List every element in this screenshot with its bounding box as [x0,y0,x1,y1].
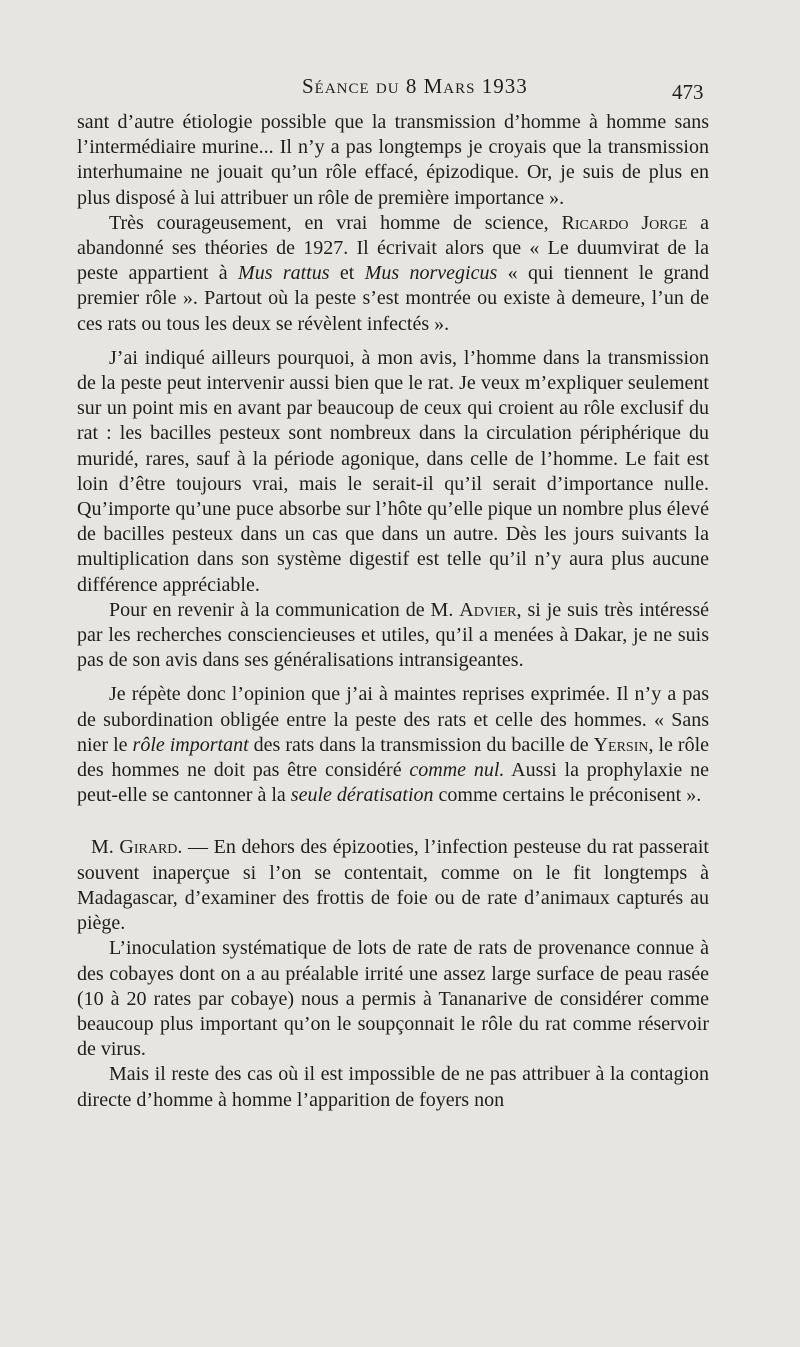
paragraph-4 [77,598,709,674]
running-head-title: Séance du 8 Mars 1933 [302,74,528,98]
emphasis: comme nul. [409,759,505,782]
author-name-advier: Advier [459,598,517,621]
body-text [77,110,709,1113]
author-name-yersin: Yersin [593,733,649,756]
text-run: Mais il reste des cas où il est impossible de ne pas attribuer à la contagion directe d’homme à homme l’apparition de foyers non [77,1063,709,1111]
text-run: M. [91,836,120,859]
author-name-ricardo-jorge: Ricardo Jorge [561,211,688,234]
paragraph-7 [77,936,709,1062]
species-name: Mus norvegicus [364,262,498,285]
paragraph-2 [77,211,709,337]
text-run: , si je suis très intéressé par les recherches consciencieuses et utiles, qu’il a menées à Dakar, je ne suis pas de son avis dans ses généralisations intransigeantes. [77,598,709,672]
paragraph-5 [77,682,709,808]
text-run: comme certains le préconisent ». [433,784,702,807]
emphasis: rôle important [132,733,249,756]
text-run: Aussi la prophylaxie ne peut-elle se cantonner à la [77,759,709,807]
text-run: « qui tiennent le grand premier rôle ». Partout où la peste s’est montrée ou existe à demeure, l’un de ces rats ou tous les deux se révèlent infectés ». [77,262,710,335]
text-run: . — En dehors des épizooties, l’infection pesteuse du rat passerait souvent inaperçue si l’on se contentait, comme on le fit longtemps à Madagascar, d’examiner des frottis de foie ou de rate d’animaux capturés au piège. [77,836,709,935]
text-run: Très courageusement, en vrai homme de science, [109,211,562,234]
running-head [0,68,800,104]
text-run: a abandonné ses théories de 1927. Il écrivait alors que « Le duumvirat de la peste appartient à [77,211,709,285]
page-number: 473 [672,80,704,104]
text-run: J’ai indiqué ailleurs pourquoi, à mon avis, l’homme dans la transmission de la peste peut intervenir aussi bien que le rat. Je veux m’expliquer seulement sur un point mis en avant par beaucoup de ceux qui croient au rôle exclusif du rat : les bacilles pesteux sont nombreux dans la circulation périphérique du muridé, rares, sauf à la période agonique, dans celle de l’homme. Le fait est loin d’être toujours vrai, mais le serait-il qu’il serait d’importance nulle. Qu’importe qu’une puce absorbe sur l’hôte qu’elle pique un nombre plus élevé de bacilles pesteux dans un cas que dans un autre. Dès les jours suivants la multiplication dans son système digestif est telle qu’il n’y aura plus aucune différence appréciable. [77,346,709,596]
speaker-name-girard: Girard [119,836,178,859]
text-run: et [329,262,365,285]
emphasis: seule dératisation [290,784,434,807]
paragraph-6 [77,835,709,936]
text-run: des rats dans la transmission du bacille de [248,733,594,756]
paragraph-8 [77,1062,709,1112]
text-run: sant d’autre étiologie possible que la transmission d’homme à homme sans l’intermédiaire murine... Il n’y a pas longtemps je croyais que la transmission interhumaine ne jouait qu’un rôle effacé, épizodique. Or, je suis de plus en plus disposé à lui attribuer un rôle de première importance ». [77,111,709,209]
text-run: Pour en revenir à la communication de M. [109,598,460,621]
paragraph-3 [77,346,709,598]
text-run: Je répète donc l’opinion que j’ai à maintes reprises exprimée. Il n’y a pas de subordination obligée entre la peste des rats et celle des hommes. « Sans nier le [77,683,709,756]
paragraph-1 [77,110,709,211]
text-run: L’inoculation systématique de lots de rate de rats de provenance connue à des cobayes dont on a au préalable irrité une assez large surface de peau rasée (10 à 20 rates par cobaye) nous a permis à Tananarive de considérer comme beaucoup plus important qu’on le soupçonnait le rôle du rat comme réservoir de virus. [77,937,709,1061]
species-name: Mus rattus [238,262,330,285]
text-run: , le rôle des hommes ne doit pas être considéré [77,733,710,782]
